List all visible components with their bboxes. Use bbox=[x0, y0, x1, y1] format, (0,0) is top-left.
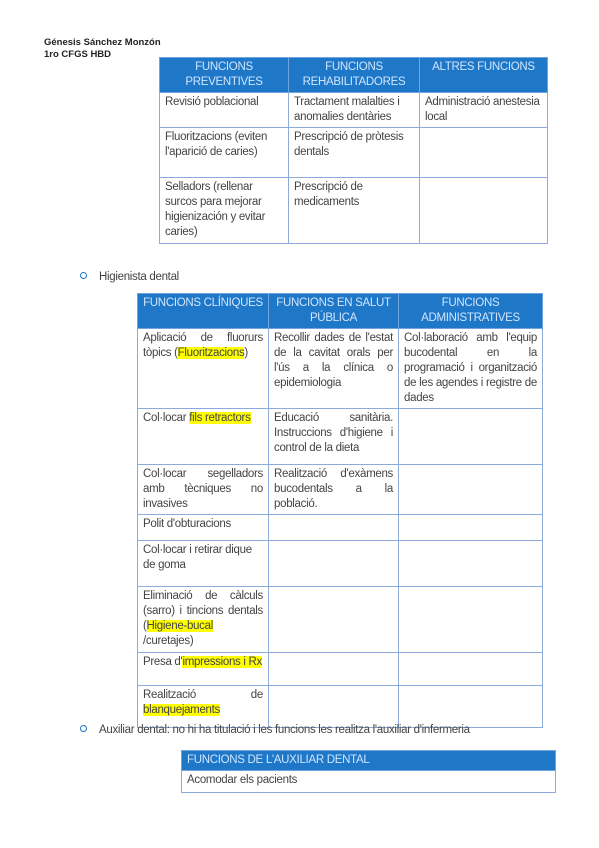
author-name: Génesis Sánchez Monzón bbox=[44, 37, 161, 48]
bullet-auxiliar bbox=[80, 724, 470, 736]
table-cell bbox=[269, 653, 399, 686]
table-cell: Fluoritzacions (eviten l'aparició de caries) bbox=[160, 128, 289, 178]
table-cell bbox=[399, 541, 543, 587]
table-header-cell: ALTRES FUNCIONS bbox=[420, 58, 548, 93]
table-cell bbox=[269, 541, 399, 587]
table-row bbox=[138, 465, 543, 515]
table-cell: Selladors (rellenar surcos para mejorar higienización y evitar caries) bbox=[160, 178, 289, 244]
table-cell: Prescripció de pròtesis dentals bbox=[289, 128, 420, 178]
table-cell bbox=[399, 515, 543, 541]
table-cell: Realització d'exàmens bucodentals a la població. bbox=[269, 465, 399, 515]
table-header-cell: FUNCIONS REHABILITADORES bbox=[289, 58, 420, 93]
highlight: fils retractors bbox=[189, 412, 251, 424]
table-functions-2 bbox=[137, 293, 543, 728]
table-cell: Col·locar segelladors amb tècniques no invasives bbox=[138, 465, 269, 515]
table-row bbox=[138, 587, 543, 653]
bullet-text: Higienista dental bbox=[99, 271, 179, 283]
table-row bbox=[138, 409, 543, 465]
table-cell bbox=[399, 653, 543, 686]
highlight: blanquejaments bbox=[143, 704, 220, 716]
table-row bbox=[138, 541, 543, 587]
table-cell: Aplicació de fluorurs tòpics (Fluoritzacions) bbox=[138, 329, 269, 409]
bullet-higienista bbox=[80, 271, 179, 283]
table-cell bbox=[420, 178, 548, 244]
highlight: impressions i Rx bbox=[182, 656, 262, 668]
table-header-cell: FUNCIONS EN SALUT PÚBLICA bbox=[269, 294, 399, 329]
table-cell: Recollir dades de l'estat de la cavitat orals per l'ús a la clínica o epidemiologia bbox=[269, 329, 399, 409]
author-block bbox=[44, 37, 161, 61]
table-cell bbox=[420, 128, 548, 178]
table-cell bbox=[269, 515, 399, 541]
table-cell: Acomodar els pacients bbox=[182, 771, 556, 793]
table-row bbox=[160, 178, 548, 244]
bullet-text: Auxiliar dental: no hi ha titulació i les funcions les realitza l'auxiliar d'infermeria bbox=[99, 724, 470, 736]
table-cell: Prescripció de medicaments bbox=[289, 178, 420, 244]
table-cell bbox=[399, 686, 543, 728]
highlight: Fluoritzacions bbox=[177, 347, 245, 359]
table-cell: Col·locar fils retractors bbox=[138, 409, 269, 465]
table-cell bbox=[399, 465, 543, 515]
table-row bbox=[138, 653, 543, 686]
table-header-cell: FUNCIONS PREVENTIVES bbox=[160, 58, 289, 93]
table-cell bbox=[269, 686, 399, 728]
table-row bbox=[160, 93, 548, 128]
table-row bbox=[138, 686, 543, 728]
table-cell: Administració anestesia local bbox=[420, 93, 548, 128]
table-cell: Eliminació de càlculs (sarro) i tincions dentals (Higiene-bucal /curetajes) bbox=[138, 587, 269, 653]
table-row bbox=[138, 329, 543, 409]
table-cell: Col·laboració amb l'equip bucodental en la programació i organització de les agendes i registre de dades bbox=[399, 329, 543, 409]
table-cell: Tractament malalties i anomalies dentàries bbox=[289, 93, 420, 128]
table-cell: Educació sanitària. Instruccions d'higiene i control de la dieta bbox=[269, 409, 399, 465]
table-cell bbox=[399, 409, 543, 465]
circle-bullet-icon bbox=[80, 725, 87, 732]
author-course: 1ro CFGS HBD bbox=[44, 49, 112, 60]
circle-bullet-icon bbox=[80, 272, 87, 279]
table-row bbox=[138, 515, 543, 541]
table-header-cell: FUNCIONS ADMINISTRATIVES bbox=[399, 294, 543, 329]
table-cell: Presa d'impressions i Rx bbox=[138, 653, 269, 686]
table-row bbox=[160, 128, 548, 178]
table-row bbox=[182, 771, 556, 793]
table-cell bbox=[269, 587, 399, 653]
table-functions-1 bbox=[159, 57, 548, 244]
table-header-row bbox=[138, 294, 543, 329]
table-cell: Col·locar i retirar dique de goma bbox=[138, 541, 269, 587]
table-functions-3 bbox=[181, 750, 556, 793]
table-cell: Realització de blanquejaments bbox=[138, 686, 269, 728]
table-cell bbox=[399, 587, 543, 653]
table-cell: Revisió poblacional bbox=[160, 93, 289, 128]
table-header-row bbox=[160, 58, 548, 93]
table-header-row bbox=[182, 751, 556, 771]
table-header-cell: FUNCIONS CLÍNIQUES bbox=[138, 294, 269, 329]
highlight: Higiene-bucal bbox=[146, 620, 213, 632]
table-cell: Polit d'obturacions bbox=[138, 515, 269, 541]
table-header-cell: FUNCIONS DE L'AUXILIAR DENTAL bbox=[182, 751, 556, 771]
